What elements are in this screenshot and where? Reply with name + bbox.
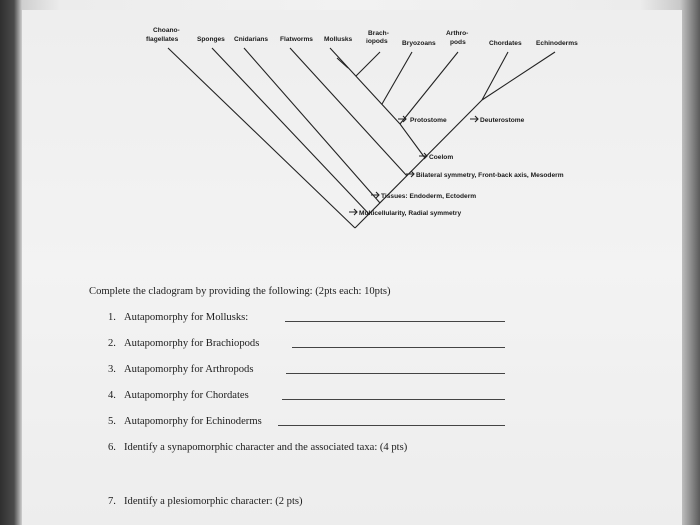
branch-sponges — [212, 48, 369, 214]
question-text: Autapomorphy for Brachiopods — [124, 338, 260, 349]
question-7 — [108, 496, 303, 507]
branch-echinoderms — [482, 52, 555, 100]
taxon-chordates: Chordates — [489, 40, 522, 47]
taxon-echinoderms: Echinoderms — [536, 40, 578, 47]
answer-line-3[interactable] — [286, 373, 505, 374]
taxon-line: Arthro- — [446, 30, 469, 37]
question-number: 5. — [108, 416, 116, 427]
question-2 — [108, 338, 259, 349]
protostome-trunk-upper — [330, 48, 400, 124]
question-3 — [108, 364, 253, 375]
branch-brachiopods — [356, 52, 380, 76]
taxa-labels — [146, 27, 578, 47]
question-text: Identify a plesiomorphic character: (2 pts) — [124, 496, 303, 507]
label-deuterostome: Deuterostome — [480, 117, 525, 124]
question-text: Identify a synapomorphic character and the associated taxa: (4 pts) — [124, 442, 408, 453]
question-number: 1. — [108, 312, 116, 323]
question-text: Autapomorphy for Chordates — [124, 390, 249, 401]
answer-line-5[interactable] — [278, 425, 505, 426]
character-labels — [359, 117, 564, 217]
question-6 — [108, 442, 407, 453]
taxon-sponges: Sponges — [197, 36, 225, 43]
question-number: 7. — [108, 496, 116, 507]
taxon-line: pods — [450, 39, 466, 46]
branch-bryozoans — [382, 52, 412, 104]
question-text: Autapomorphy for Arthropods — [124, 364, 254, 375]
taxon-line: flagellates — [146, 36, 179, 43]
question-5 — [108, 416, 262, 427]
branch-arthropods — [400, 52, 458, 124]
branch-choanoflagellates — [168, 48, 355, 228]
label-tissues: Tissues: Endoderm, Ectoderm — [381, 193, 477, 200]
question-text: Autapomorphy for Mollusks: — [124, 312, 249, 323]
taxon-bryozoans: Bryozoans — [402, 40, 436, 47]
taxon-choanoflagellates — [146, 27, 182, 43]
taxon-cnidarians: Cnidarians — [234, 36, 269, 43]
answer-line-2[interactable] — [292, 347, 505, 348]
label-coelom: Coelom — [429, 154, 454, 161]
arrow-multicellularity — [349, 209, 357, 215]
taxon-arthropods — [446, 30, 470, 46]
taxon-flatworms: Flatworms — [280, 36, 313, 43]
taxon-line: iopods — [366, 38, 388, 45]
taxon-line: Choano- — [153, 27, 180, 34]
branch-cnidarians — [244, 48, 380, 203]
arrow-coelom — [419, 153, 427, 159]
question-number: 4. — [108, 390, 116, 401]
branch-mollusks — [337, 58, 348, 68]
branch-chordates — [482, 52, 508, 100]
taxon-brachiopods — [366, 30, 391, 45]
answer-line-4[interactable] — [282, 399, 505, 400]
question-4 — [108, 390, 249, 401]
instructions: Complete the cladogram by providing the following: (2pts each: 10pts) — [89, 286, 391, 297]
protostome-trunk — [400, 124, 425, 158]
question-1 — [108, 312, 248, 323]
question-number: 6. — [108, 442, 116, 453]
arrow-deuterostome — [470, 116, 478, 122]
label-bilateral: Bilateral symmetry, Front-back axis, Mesoderm — [416, 172, 564, 179]
character-marks — [349, 116, 478, 215]
label-protostome: Protostome — [410, 117, 447, 124]
label-multicellularity: Multicellularity, Radial symmetry — [359, 210, 462, 217]
cladogram-branches — [168, 48, 555, 228]
question-number: 2. — [108, 338, 116, 349]
taxon-line: Brach- — [368, 30, 389, 37]
question-text: Autapomorphy for Echinoderms — [124, 416, 262, 427]
question-number: 3. — [108, 364, 116, 375]
taxon-mollusks: Mollusks — [324, 36, 353, 43]
answer-line-1[interactable] — [285, 321, 505, 322]
